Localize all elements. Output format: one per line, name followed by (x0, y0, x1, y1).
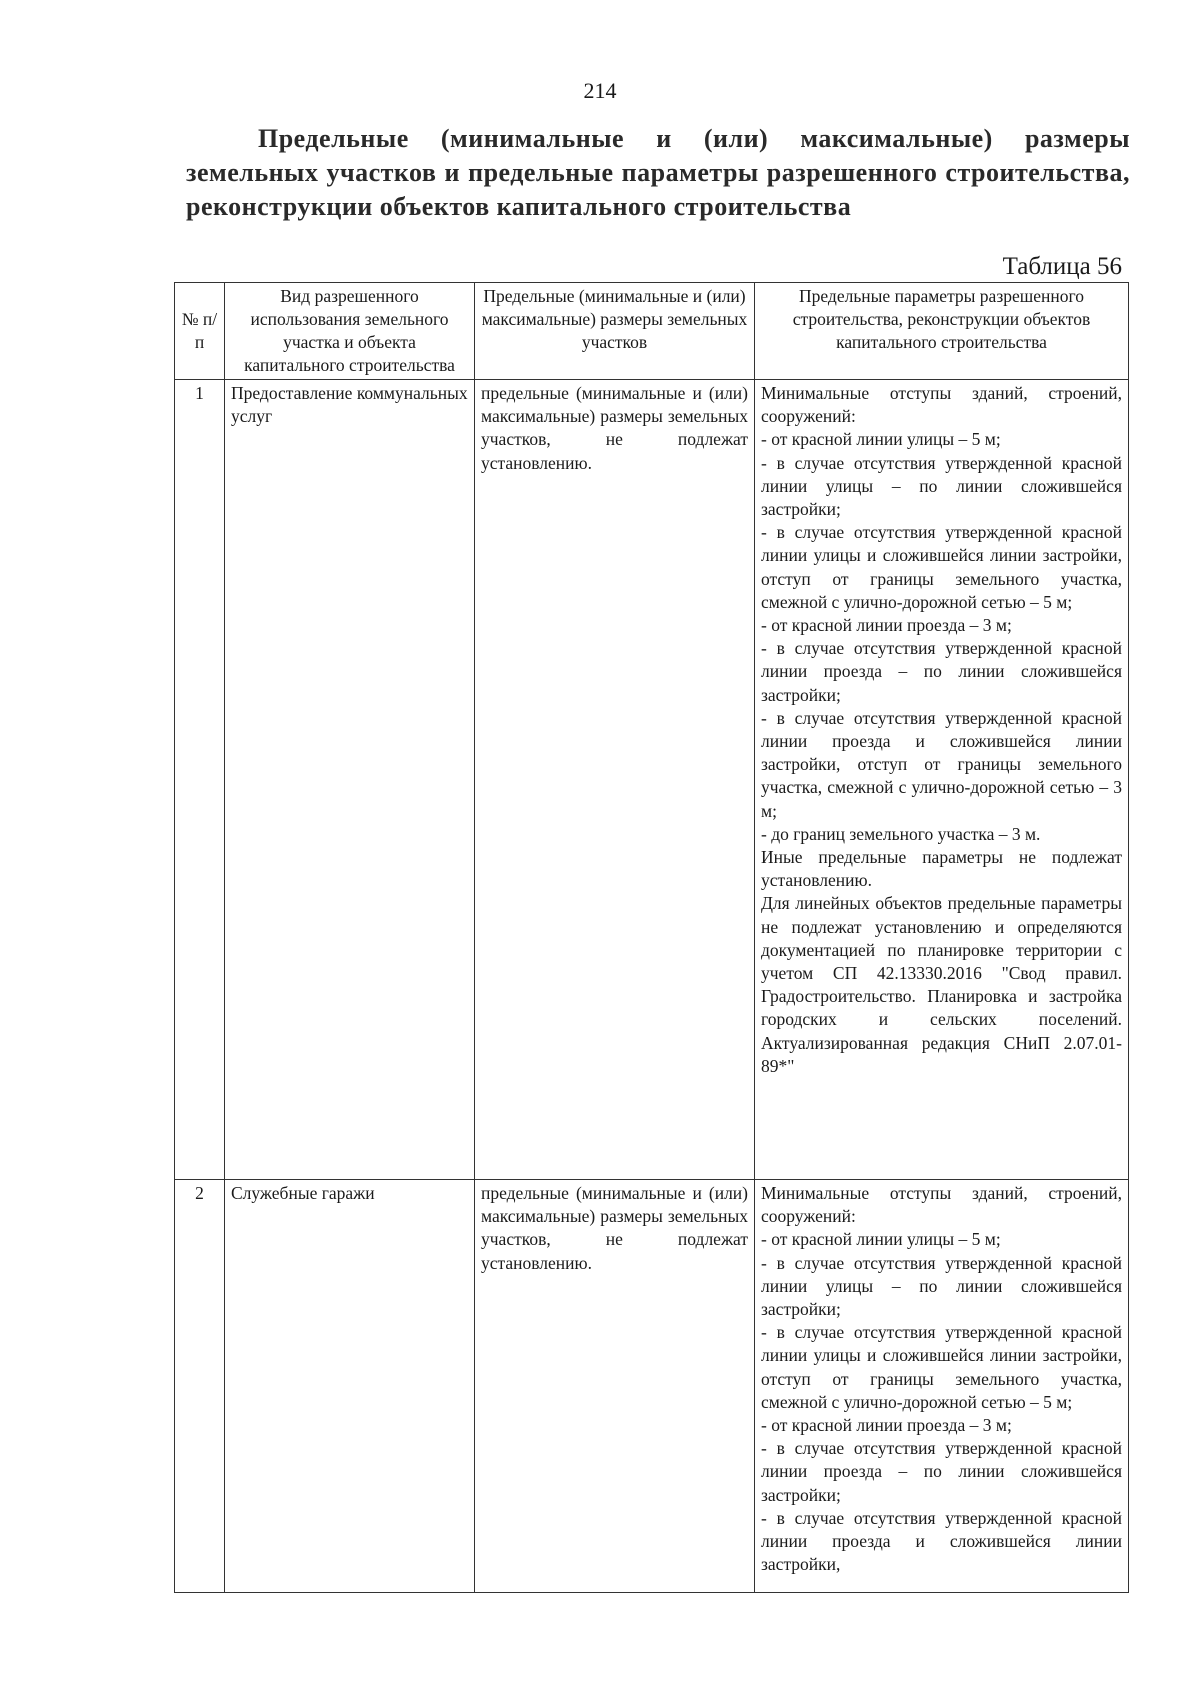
param-line: - в случае отсутствия утвержденной красной линии проезда – по линии сложившейся застройки; (761, 1438, 1122, 1505)
row-sizes: предельные (минимальные и (или) максимальные) размеры земельных участков, не подлежат установлению. (475, 1180, 755, 1593)
param-line: - от красной линии проезда – 3 м; (761, 615, 1012, 636)
page-title: Предельные (минимальные и (или) максимальные) размеры земельных участков и предельные параметры разрешенного строительства, реконструкции объектов капитального строительства (186, 124, 1130, 221)
table-header-row (175, 283, 1129, 380)
header-params: Предельные параметры разрешенного строительства, реконструкции объектов капитального строительства (755, 283, 1129, 380)
page-number: 214 (583, 78, 617, 103)
row-sizes: предельные (минимальные и (или) максимальные) размеры земельных участков, не подлежат установлению. (475, 380, 755, 1180)
table-row (175, 1180, 1129, 1593)
param-line: - в случае отсутствия утвержденной красной линии проезда и сложившейся линии застройки, отступ от границы земельного участка, смежной с улично-дорожной сетью – 3 м; (761, 707, 1122, 821)
row-params (755, 1180, 1129, 1593)
param-line: - от красной линии улицы – 5 м; (761, 429, 1001, 450)
param-line: - от красной линии улицы – 5 м; (761, 1229, 1001, 1250)
param-line: - в случае отсутствия утвержденной красной линии улицы – по линии сложившейся застройки; (761, 452, 1122, 520)
header-sizes: Предельные (минимальные и (или) максимальные) размеры земельных участков (475, 283, 755, 380)
row-use: Служебные гаражи (225, 1180, 475, 1593)
table-caption: Таблица 56 (1002, 253, 1122, 280)
param-line: - в случае отсутствия утвержденной красной линии улицы – по линии сложившейся застройки; (761, 1252, 1122, 1320)
parameters-table (174, 282, 1129, 1593)
table-row (175, 380, 1129, 1180)
param-line: - в случае отсутствия утвержденной красной линии проезда – по линии сложившейся застройки; (761, 638, 1122, 705)
param-line: - в случае отсутствия утвержденной красной линии улицы и сложившейся линии застройки, отступ от границы земельного участка, смежной с улично-дорожной сетью – 5 м; (761, 1322, 1122, 1412)
param-line: Минимальные отступы зданий, строений, сооружений: (761, 1183, 1122, 1227)
row-num: 1 (175, 380, 225, 1180)
param-line: Иные предельные параметры не подлежат установлению. (761, 847, 1122, 891)
header-use: Вид разрешенного использования земельного участка и объекта капитального строительства (225, 283, 475, 380)
param-line: - в случае отсутствия утвержденной красной линии улицы и сложившейся линии застройки, отступ от границы земельного участка, смежной с улично-дорожной сетью – 5 м; (761, 522, 1122, 612)
header-num: № п/п (175, 283, 225, 380)
param-line: - в случае отсутствия утвержденной красной линии проезда и сложившейся линии застройки, (761, 1507, 1122, 1575)
param-line: - от красной линии проезда – 3 м; (761, 1415, 1012, 1436)
param-line: - до границ земельного участка – 3 м. (761, 823, 1041, 844)
param-line: Для линейных объектов предельные параметры не подлежат установлению и определяются документацией по планировке территории с учетом СП 42.13330.2016 "Свод правил. Градостроительство. Планировка и застройка городских и сельских поселений. Актуализированная редакция СНиП 2.07.01-89*" (761, 893, 1122, 1076)
row-use: Предоставление коммунальных услуг (225, 380, 475, 1180)
param-line: Минимальные отступы зданий, строений, сооружений: (761, 383, 1122, 427)
row-params (755, 380, 1129, 1180)
row-num: 2 (175, 1180, 225, 1593)
